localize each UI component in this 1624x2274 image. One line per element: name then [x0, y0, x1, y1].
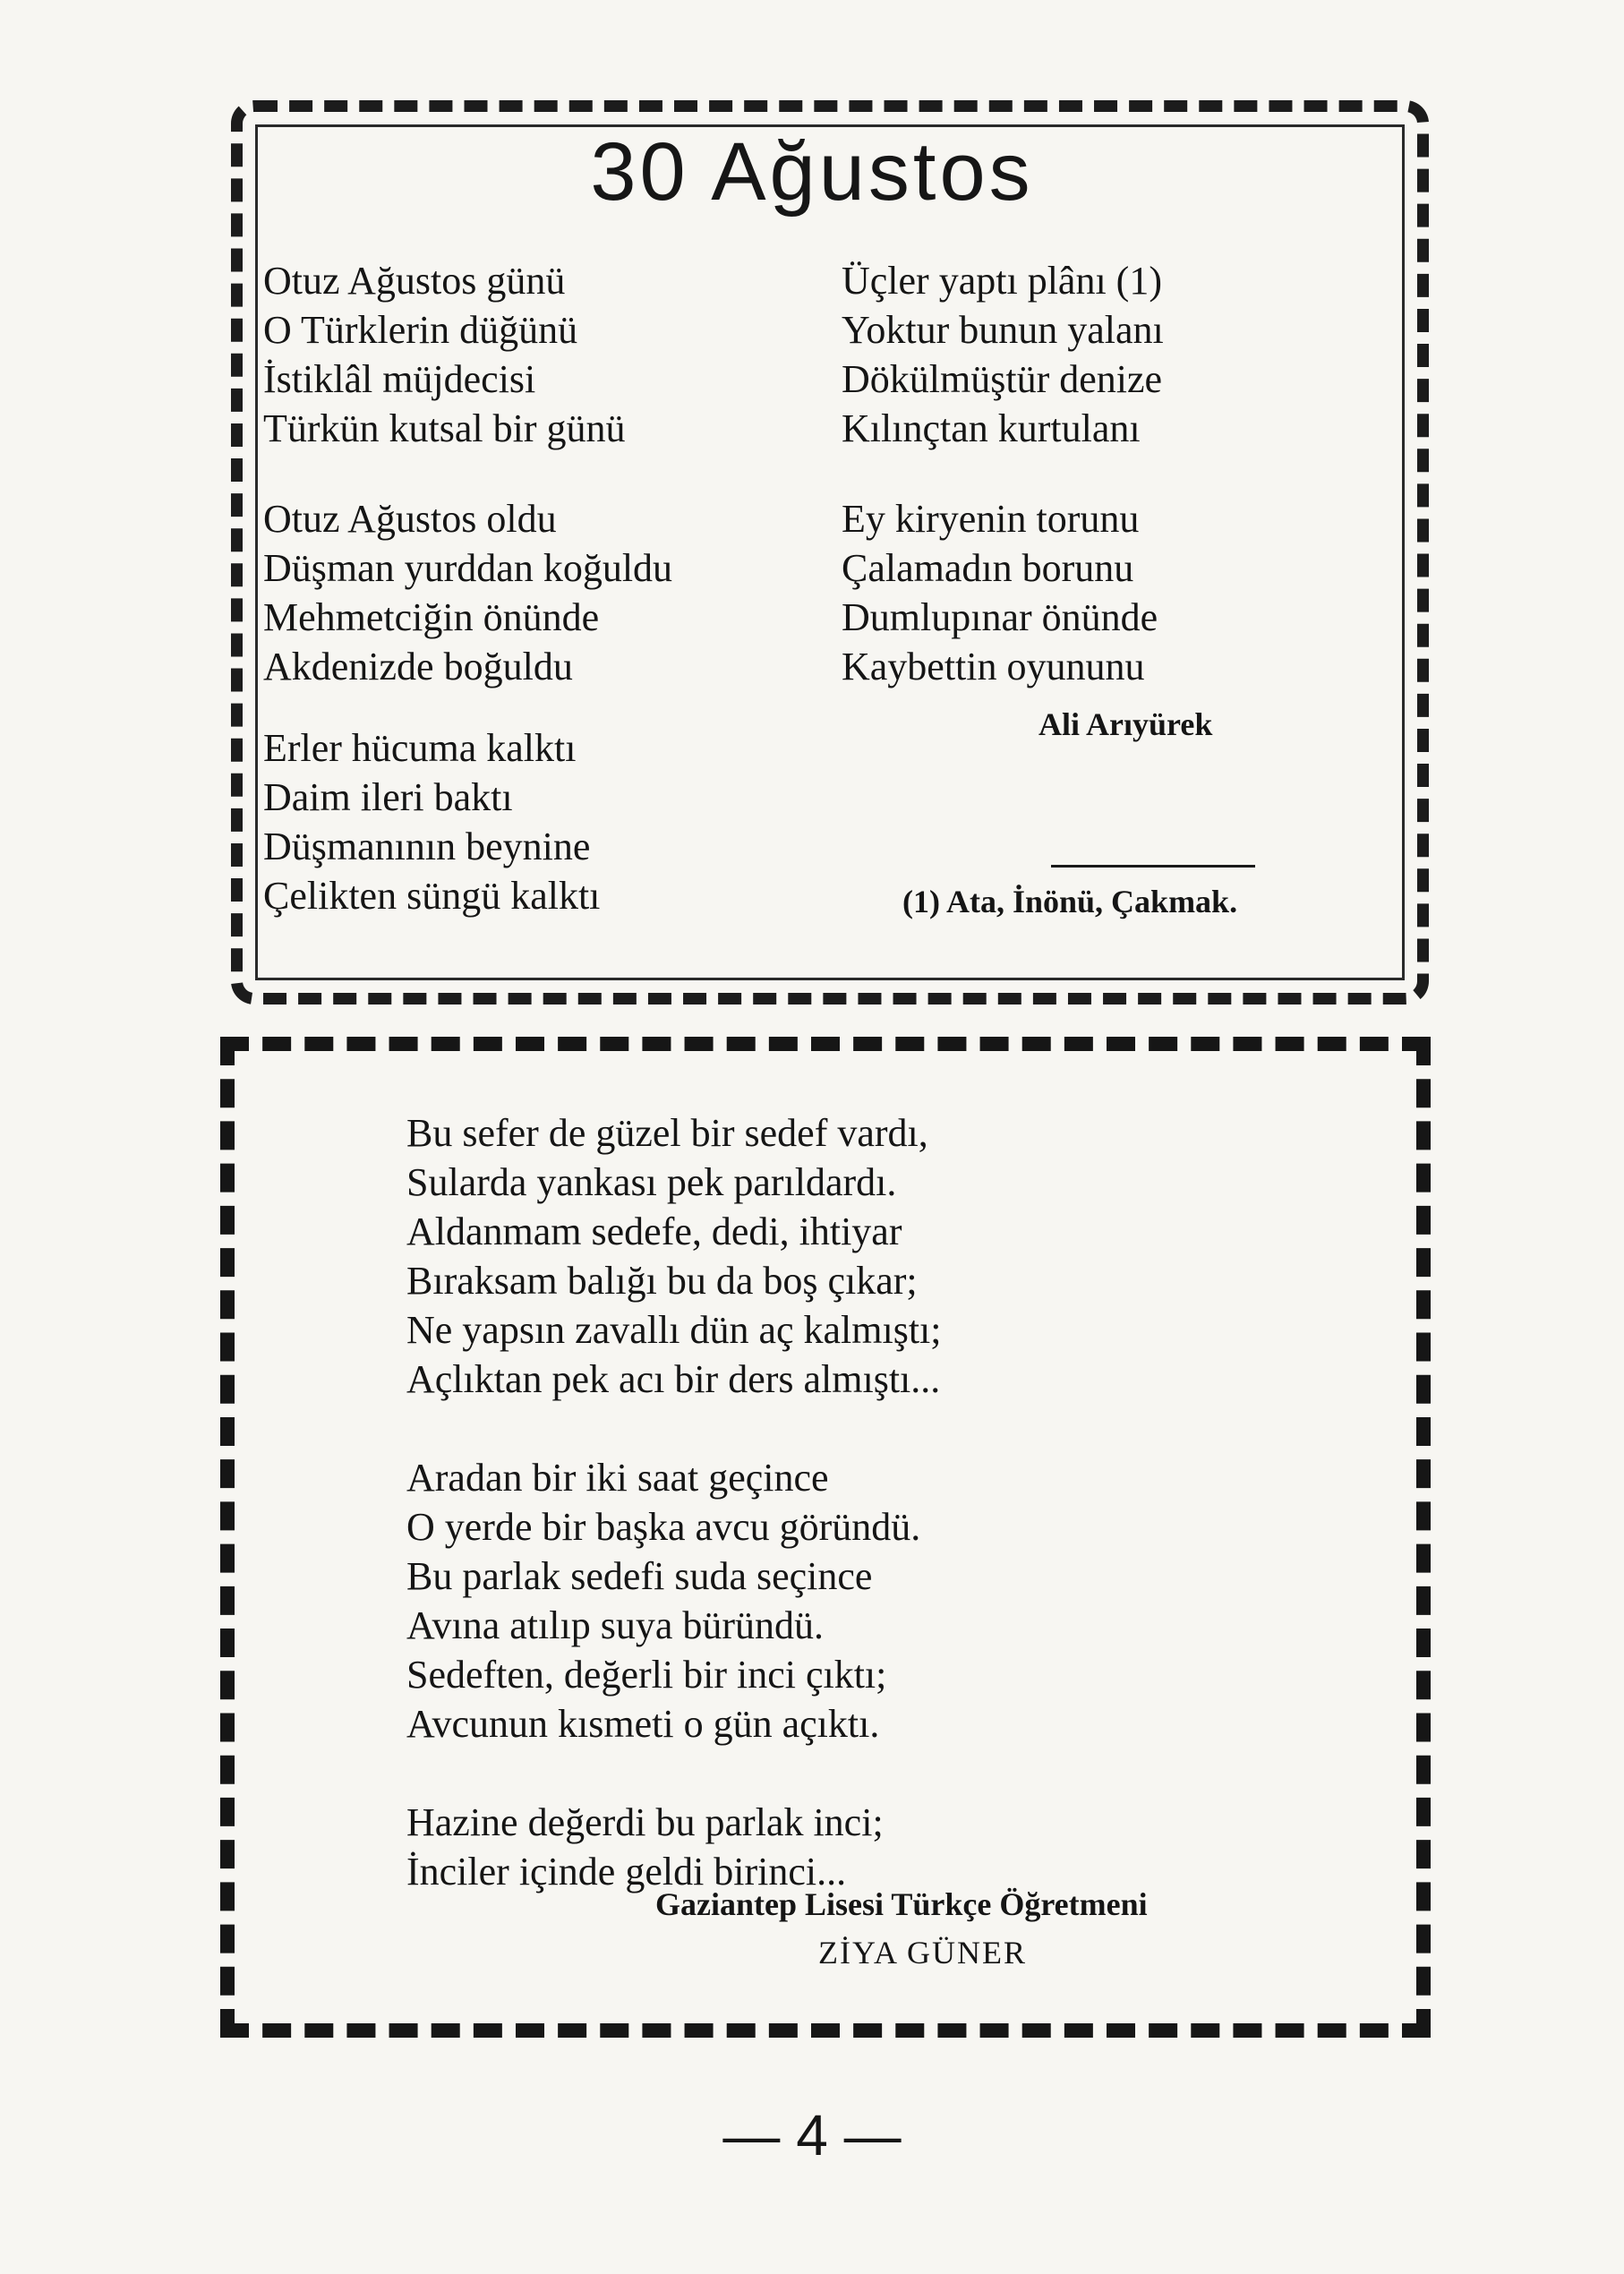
stanza-left-1 — [263, 256, 626, 453]
verse-line: Türkün kutsal bir günü — [263, 406, 626, 450]
page-number: — 4 — — [722, 2103, 902, 2167]
verse-line: Erler hücuma kalktı — [263, 726, 577, 770]
verse-line: Aradan bir iki saat geçince — [406, 1456, 829, 1500]
footnote: (1) Ata, İnönü, Çakmak. — [902, 884, 1238, 919]
verse-line: Düşman yurddan koğuldu — [263, 546, 673, 590]
verse-line: Mehmetciğin önünde — [263, 595, 600, 639]
verse-line: Sularda yankası pek parıldardı. — [406, 1160, 897, 1204]
verse-line: Bıraksam balığı bu da boş çıkar; — [406, 1259, 918, 1303]
poem-author: ZİYA GÜNER — [818, 1935, 1027, 1971]
verse-line: Çalamadın borunu — [842, 546, 1134, 590]
verse-line: Aldanmam sedefe, dedi, ihtiyar — [406, 1210, 902, 1253]
verse-line: İnciler içinde geldi birinci... — [406, 1850, 847, 1894]
poem-body — [406, 1108, 942, 1896]
verse-line: Otuz Ağustos oldu — [263, 497, 557, 541]
verse-line: Avcunun kısmeti o gün açıktı. — [406, 1702, 880, 1746]
verse-line: Hazine değerdi bu parlak inci; — [406, 1800, 884, 1844]
verse-line: Dökülmüştür denize — [842, 357, 1163, 401]
stanza-left-2 — [263, 494, 672, 691]
verse-line: Dumlupınar önünde — [842, 595, 1158, 639]
verse-line: O Türklerin düğünü — [263, 308, 578, 352]
footnote-rule — [1051, 865, 1255, 868]
verse-line: Bu parlak sedefi suda seçince — [406, 1554, 873, 1598]
verse-line: Daim ileri baktı — [263, 775, 513, 819]
verse-line: Avına atılıp suya büründü. — [406, 1603, 824, 1647]
verse-line: Ne yapsın zavallı dün aç kalmıştı; — [406, 1308, 942, 1352]
verse-line: İstiklâl müjdecisi — [263, 357, 536, 401]
verse-line: Üçler yaptı plânı (1) — [842, 259, 1162, 303]
verse-line: Bu sefer de güzel bir sedef vardı, — [406, 1111, 928, 1155]
verse-line: Otuz Ağustos günü — [263, 259, 566, 303]
verse-line: Ey kiryenin torunu — [842, 497, 1140, 541]
verse-line: Düşmanının beynine — [263, 825, 591, 868]
stanza-gap — [406, 1404, 942, 1453]
stanza-right-1 — [842, 256, 1164, 453]
verse-line: O yerde bir başka avcu göründü. — [406, 1505, 921, 1549]
verse-line: Çelikten süngü kalktı — [263, 874, 601, 918]
poem-author: Ali Arıyürek — [1039, 706, 1213, 742]
verse-line: Kılınçtan kurtulanı — [842, 406, 1141, 450]
author-affiliation: Gaziantep Lisesi Türkçe Öğretmeni — [655, 1886, 1148, 1922]
stanza-left-3 — [263, 723, 600, 920]
verse-line: Yoktur bunun yalanı — [842, 308, 1164, 352]
stanza-gap — [406, 1748, 942, 1798]
verse-line: Akdenizde boğuldu — [263, 645, 573, 688]
verse-line: Sedeften, değerli bir inci çıktı; — [406, 1653, 887, 1697]
poem-title: 30 Ağustos — [590, 126, 1034, 218]
stanza-right-2 — [842, 494, 1158, 691]
verse-line: Açlıktan pek acı bir ders almıştı... — [406, 1357, 941, 1401]
verse-line: Kaybettin oyununu — [842, 645, 1145, 688]
